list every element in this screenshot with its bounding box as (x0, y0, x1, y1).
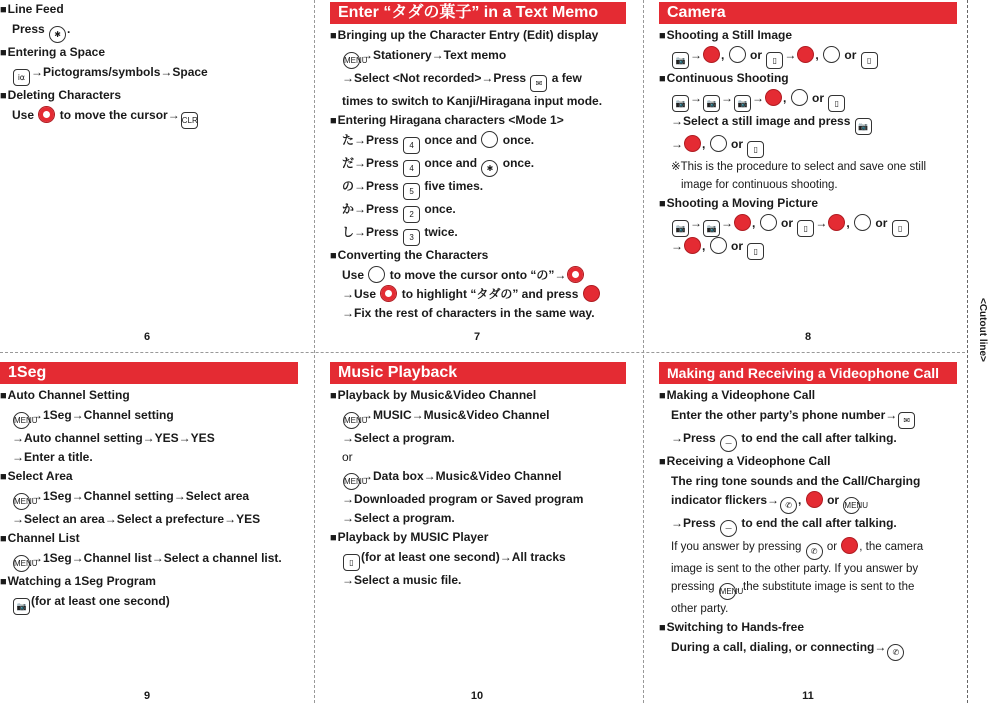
instruction-line: MENU→1Seg→Channel list→Select a channel list. (0, 549, 298, 572)
side-key-icon: ▯ (343, 554, 360, 571)
iappli-key-icon: i⍺ (13, 69, 30, 86)
page-6-panel (0, 0, 300, 129)
enter-key-icon (734, 214, 751, 231)
jog-key-icon (368, 266, 385, 283)
menu-key-icon: MENU (13, 555, 30, 572)
clr-key-icon: CLR (181, 112, 198, 129)
menu-key-icon: MENU (719, 583, 736, 600)
camera-key-icon: 📷 (13, 598, 30, 615)
page-number-8: 8 (804, 331, 812, 343)
note-text: pressing MENU, the substitute image is sent to the (659, 578, 957, 600)
camera-key-icon: 📷 (855, 118, 872, 135)
menu-key-icon: MENU (13, 412, 30, 429)
menu-key-icon: MENU (13, 493, 30, 510)
instruction-line: →Select a program. (342, 431, 455, 445)
section-title: ■ Shooting a Still Image (659, 26, 957, 46)
menu-key-icon: MENU (343, 473, 360, 490)
side-key-icon: ▯ (861, 52, 878, 69)
instruction-line: →Press ⏤ to end the call after talking. (659, 514, 957, 537)
instruction-line: →Enter a title. (12, 450, 93, 464)
cut-guide-h (0, 352, 965, 353)
instruction-line: →Select a still image and press 📷 (659, 112, 957, 135)
section-header: Making and Receiving a Videophone Call (659, 362, 957, 384)
asterisk-key-icon: ✱ (481, 160, 498, 177)
instruction-line: 📷 → 📷 → , or ▯ → , or ▯ (659, 214, 957, 237)
instruction-line: →Use to highlight “タダの” and press (330, 285, 626, 304)
instruction-line: →Select <Not recorded>→Press ✉ a few (330, 69, 626, 92)
instruction-line: MENU→1Seg→Channel setting→Select area (0, 487, 298, 510)
camera-key-icon: 📷 (703, 95, 720, 112)
mail-key-icon: ✉ (898, 412, 915, 429)
camera-key-icon: 📷 (703, 220, 720, 237)
cutout-label: <Cutout line> (977, 298, 988, 362)
note-text: other party. (671, 603, 729, 615)
section-title: ■ Playback by Music&Video Channel (330, 386, 626, 406)
section-header: Camera (659, 2, 957, 24)
instruction-line: Use to move the cursor onto “の”→ (330, 266, 626, 285)
camera-key-icon: 📷 (672, 95, 689, 112)
instruction-line: MENU→Stationery→Text memo (330, 46, 626, 69)
camera-key-icon: 📷 (672, 52, 689, 69)
side-key-icon: ▯ (766, 52, 783, 69)
instruction-line: の→Press 5 five times. (330, 177, 626, 200)
instruction-line: indicator flickers→ ✆ , or MENU (659, 491, 957, 514)
instruction-line: →Select an area→Select a prefecture→YES (12, 512, 261, 526)
instruction-line: or (342, 450, 353, 464)
instruction-line: →Select a program. (342, 511, 455, 525)
note-text: If you answer by pressing ✆ or , the camera (659, 537, 957, 560)
instruction-line: The ring tone sounds and the Call/Charging (671, 474, 921, 488)
jog-key-icon (823, 46, 840, 63)
section-title: ■ Playback by MUSIC Player (330, 528, 626, 548)
section-title: ■ Line Feed (0, 0, 300, 20)
camera-key-icon: 📷 (734, 95, 751, 112)
instruction-line: →Press ⏤ to end the call after talking. (659, 429, 957, 452)
cutout-line (967, 0, 968, 703)
side-key-icon: ▯ (892, 220, 909, 237)
page-8-panel (659, 2, 957, 260)
enter-key-icon (684, 237, 701, 254)
menu-key-icon: MENU (343, 412, 360, 429)
instruction-line: →Select a music file. (342, 573, 462, 587)
section-title: ■ Entering Hiragana characters <Mode 1> (330, 111, 626, 131)
page-10-panel (330, 362, 626, 590)
section-title: ■ Shooting a Moving Picture (659, 194, 957, 214)
call-key-icon: ✆ (780, 497, 797, 514)
instruction-line: Press ✱ . (0, 20, 300, 43)
multi-cursor-key-icon (567, 266, 584, 283)
mail-key-icon: ✉ (530, 75, 547, 92)
multi-cursor-key-icon (380, 285, 397, 302)
section-title: ■ Making a Videophone Call (659, 386, 957, 406)
key-2-icon: 2 (403, 206, 420, 223)
enter-key-icon (765, 89, 782, 106)
instruction-line: 📷 → 📷 → 📷 → , or ▯ (659, 89, 957, 112)
jog-key-icon (854, 214, 871, 231)
instruction-line: →Fix the rest of characters in the same way. (342, 306, 595, 320)
section-title: ■ Switching to Hands-free (659, 618, 957, 638)
page-number-9: 9 (143, 690, 151, 702)
instruction-line: ▯ (for at least one second)→All tracks (330, 548, 626, 571)
section-title: ■ Entering a Space (0, 43, 300, 63)
page-number-7: 7 (473, 331, 481, 343)
instruction-line: MENU→1Seg→Channel setting (0, 406, 298, 429)
jog-key-icon (729, 46, 746, 63)
enter-key-icon (797, 46, 814, 63)
menu-key-icon: MENU (843, 497, 860, 514)
key-5-icon: 5 (403, 183, 420, 200)
side-key-icon: ▯ (828, 95, 845, 112)
page-11-panel (659, 362, 957, 661)
jog-key-icon (760, 214, 777, 231)
section-title: ■ Converting the Characters (330, 246, 626, 266)
section-title: ■ Auto Channel Setting (0, 386, 298, 406)
page-9-panel (0, 362, 298, 615)
instruction-line: だ→Press 4 once and ✱ once. (330, 154, 626, 177)
page-number-6: 6 (143, 331, 151, 343)
section-title: ■ Watching a 1Seg Program (0, 572, 298, 592)
instruction-line: Enter the other party’s phone number→ ✉ (659, 406, 957, 429)
section-header: 1Seg (0, 362, 298, 384)
end-call-key-icon: ⏤ (720, 520, 737, 537)
section-header: Music Playback (330, 362, 626, 384)
section-title: ■ Receiving a Videophone Call (659, 452, 957, 472)
section-title: ■ Bringing up the Character Entry (Edit) display (330, 26, 626, 46)
instruction-line: た→Press 4 once and once. (330, 131, 626, 154)
jog-key-icon (791, 89, 808, 106)
page-number-11: 11 (802, 690, 814, 702)
enter-key-icon (583, 285, 600, 302)
side-key-icon: ▯ (797, 220, 814, 237)
section-header: Enter “タダの菓子” in a Text Memo (330, 2, 626, 24)
instruction-line: か→Press 2 once. (330, 200, 626, 223)
enter-key-icon (684, 135, 701, 152)
menu-key-icon: MENU (343, 52, 360, 69)
side-key-icon: ▯ (747, 141, 764, 158)
instruction-line: →Downloaded program or Saved program (342, 492, 584, 506)
instruction-line: Use to move the cursor→ CLR (0, 106, 300, 129)
end-call-key-icon: ⏤ (720, 435, 737, 452)
section-title: ■ Continuous Shooting (659, 69, 957, 89)
note-text: image is sent to the other party. If you answer by (671, 563, 919, 575)
key-4-icon: 4 (403, 160, 420, 177)
enter-key-icon (828, 214, 845, 231)
multi-cursor-key-icon (38, 106, 55, 123)
instruction-line: i⍺ →Pictograms/symbols→Space (0, 63, 300, 86)
section-title: ■ Deleting Characters (0, 86, 300, 106)
instruction-line: → , or ▯ (659, 237, 957, 260)
instruction-line: → , or ▯ (659, 135, 957, 158)
section-title: ■ Channel List (0, 529, 298, 549)
jog-key-icon (710, 237, 727, 254)
call-key-icon: ✆ (887, 644, 904, 661)
key-4-icon: 4 (403, 137, 420, 154)
instruction-line: し→Press 3 twice. (330, 223, 626, 246)
instruction-line: MENU→MUSIC→Music&Video Channel (330, 406, 626, 429)
enter-key-icon (806, 491, 823, 508)
jog-key-icon (481, 131, 498, 148)
asterisk-key-icon: ✱ (49, 26, 66, 43)
enter-key-icon (703, 46, 720, 63)
instruction-line: →Auto channel setting→YES→YES (12, 431, 215, 445)
instruction-line: MENU→Data box→Music&Video Channel (330, 467, 626, 490)
enter-key-icon (841, 537, 858, 554)
section-title: ■ Select Area (0, 467, 298, 487)
instruction-line: During a call, dialing, or connecting→ ✆ (659, 638, 957, 661)
jog-key-icon (710, 135, 727, 152)
camera-key-icon: 📷 (672, 220, 689, 237)
instruction-line: 📷 (for at least one second) (0, 592, 298, 615)
page-7-panel (330, 2, 626, 323)
instruction-line: times to switch to Kanji/Hiragana input mode. (342, 94, 603, 108)
side-key-icon: ▯ (747, 243, 764, 260)
key-3-icon: 3 (403, 229, 420, 246)
page-number-10: 10 (470, 690, 484, 702)
call-key-icon: ✆ (806, 543, 823, 560)
note-text: ※This is the procedure to select and save one still image for continuous shooting. (671, 161, 927, 191)
instruction-line: 📷 → , or ▯ → , or ▯ (659, 46, 957, 69)
